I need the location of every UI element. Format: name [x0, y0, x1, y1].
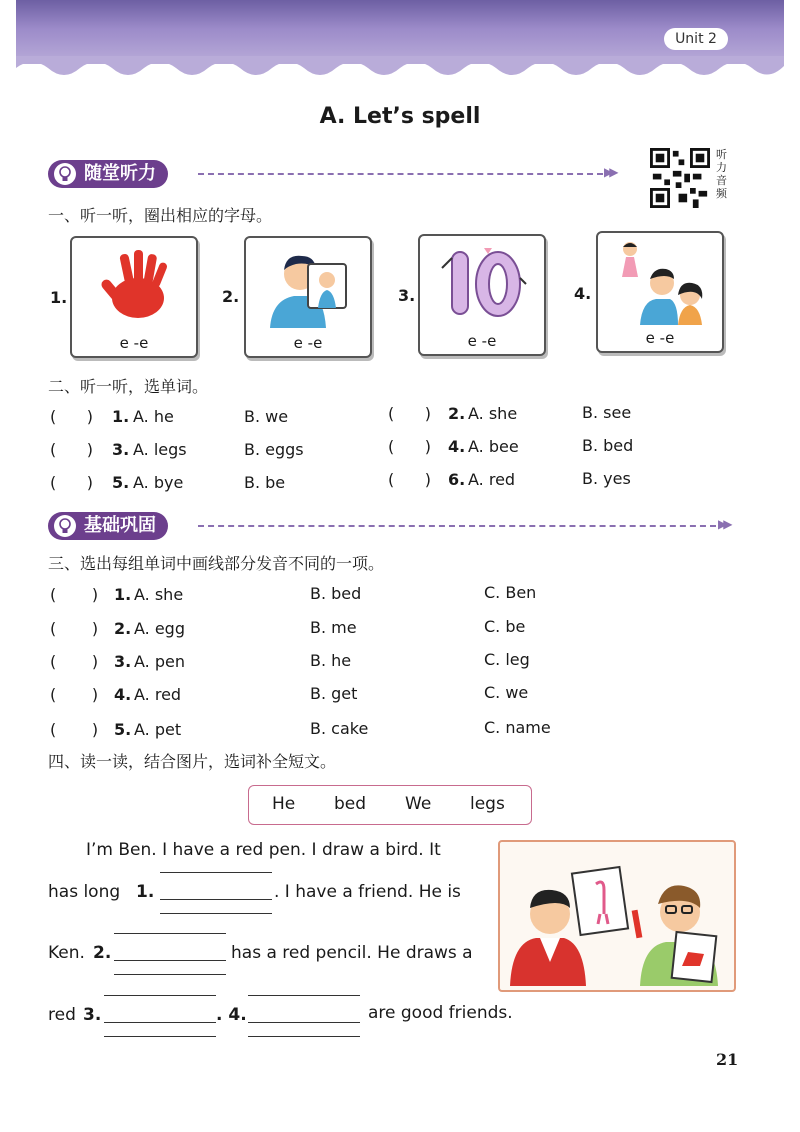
option-b: B. me [310, 618, 357, 637]
answer-line[interactable] [114, 960, 226, 961]
blank-number: 1. [136, 882, 155, 902]
option-a: A. egg [134, 619, 185, 638]
option-b: B. bed [582, 436, 634, 455]
question-heading: 二、听一听，选单词。 [48, 377, 209, 396]
answer-line[interactable] [248, 1022, 360, 1023]
item-number: 5. [112, 473, 130, 492]
card-caption: e -e [467, 332, 497, 350]
option-a: A. legs [133, 440, 187, 459]
section-label-listening: 随堂听力 [48, 160, 168, 188]
qr-label: 听力音频 [716, 148, 727, 200]
hand-icon [98, 248, 170, 322]
option-b: B. eggs [244, 440, 304, 459]
answer-blank[interactable]: ( ) [50, 685, 99, 704]
qr-code-icon[interactable] [650, 148, 710, 208]
boys-drawing-icon [500, 842, 730, 986]
answer-blank[interactable]: ( ) [388, 470, 431, 489]
item-number: 1. [50, 288, 68, 307]
picture-card [244, 236, 372, 358]
answer-blank[interactable]: ( ) [50, 585, 99, 604]
picture-card [596, 231, 724, 353]
answer-blank[interactable]: ( ) [50, 652, 99, 671]
page-title: A. Let’s spell [319, 104, 481, 129]
writing-line [160, 913, 272, 914]
answer-line[interactable] [104, 1022, 216, 1023]
card-caption: e -e [645, 329, 675, 347]
option-c: C. be [484, 617, 526, 636]
question-heading: 一、听一听，圈出相应的字母。 [48, 206, 273, 225]
item-number: 5. [114, 720, 132, 739]
answer-blank[interactable]: ( ) [50, 440, 93, 459]
arrow-icon: ▶▶ [718, 517, 729, 531]
writing-line [114, 974, 226, 975]
option-c: C. name [484, 718, 551, 737]
passage-illustration [498, 840, 736, 992]
blank-number: . 4. [216, 1005, 247, 1025]
item-number: 1. [114, 585, 132, 604]
item-number: 6. [448, 470, 466, 489]
option-b: B. be [244, 473, 286, 492]
option-c: C. leg [484, 650, 530, 669]
option-a: A. pet [134, 720, 182, 739]
blank-number: 2. [93, 943, 112, 963]
passage-text: . I have a friend. He is [274, 882, 461, 902]
passage-text: are good friends. [368, 1003, 513, 1023]
writing-line [104, 1036, 216, 1037]
card-caption: e -e [119, 334, 149, 352]
option-b: B. bed [310, 584, 362, 603]
lightbulb-icon [54, 163, 76, 185]
item-number: 3. [112, 440, 130, 459]
writing-line [248, 1036, 360, 1037]
option-b: B. get [310, 684, 358, 703]
man-with-photo-icon [264, 244, 352, 328]
section-label-basics: 基础巩固 [48, 512, 168, 540]
item-number: 4. [574, 284, 592, 303]
option-a: A. bye [133, 473, 184, 492]
number-ten-icon [438, 244, 528, 322]
option-a: A. she [134, 585, 184, 604]
picture-card [70, 236, 198, 358]
item-number: 2. [222, 287, 240, 306]
answer-blank[interactable]: ( ) [50, 473, 93, 492]
picture-card [418, 234, 546, 356]
option-a: A. bee [468, 437, 519, 456]
option-a: A. he [133, 407, 174, 426]
answer-blank[interactable]: ( ) [50, 720, 99, 739]
answer-line[interactable] [160, 899, 272, 900]
writing-line [104, 995, 216, 996]
option-b: B. cake [310, 719, 369, 738]
answer-blank[interactable]: ( ) [50, 619, 99, 638]
unit-tag: Unit 2 [664, 28, 728, 50]
lightbulb-icon [54, 515, 76, 537]
word-bank-item: bed [334, 794, 367, 814]
writing-line [160, 872, 272, 873]
passage-text: Ken. [48, 943, 85, 963]
option-a: A. red [134, 685, 182, 704]
passage-text: has a red pencil. He draws a [231, 943, 473, 963]
option-b: B. yes [582, 469, 631, 488]
arrow-icon: ▶▶ [604, 165, 615, 179]
divider [198, 173, 603, 175]
item-number: 3. [114, 652, 132, 671]
item-number: 3. [398, 286, 416, 305]
answer-blank[interactable]: ( ) [50, 407, 93, 426]
option-b: B. see [582, 403, 632, 422]
option-a: A. pen [134, 652, 185, 671]
answer-blank[interactable]: ( ) [388, 437, 431, 456]
item-number: 2. [448, 404, 466, 423]
option-c: C. Ben [484, 583, 537, 602]
option-a: A. she [468, 404, 518, 423]
option-c: C. we [484, 683, 529, 702]
item-number: 4. [448, 437, 466, 456]
item-number: 2. [114, 619, 132, 638]
children-icon [612, 237, 708, 325]
card-caption: e -e [293, 334, 323, 352]
writing-line [248, 995, 360, 996]
word-bank-item: legs [470, 794, 505, 814]
answer-blank[interactable]: ( ) [388, 404, 431, 423]
header-wave [16, 56, 784, 82]
option-a: A. red [468, 470, 516, 489]
question-heading: 四、读一读，结合图片，选词补全短文。 [48, 752, 337, 771]
word-bank-item: He [272, 794, 296, 814]
question-heading: 三、选出每组单词中画线部分发音不同的一项。 [48, 554, 385, 573]
item-number: 1. [112, 407, 130, 426]
passage-text: red [48, 1005, 76, 1025]
word-bank-item: We [405, 794, 432, 814]
option-b: B. we [244, 407, 289, 426]
blank-number: 3. [83, 1005, 102, 1025]
page-number: 21 [716, 1050, 739, 1069]
writing-line [114, 933, 226, 934]
passage-line: I’m Ben. I have a red pen. I draw a bird. It [86, 840, 441, 860]
option-b: B. he [310, 651, 352, 670]
passage-text: has long [48, 882, 121, 902]
divider [198, 525, 716, 527]
item-number: 4. [114, 685, 132, 704]
